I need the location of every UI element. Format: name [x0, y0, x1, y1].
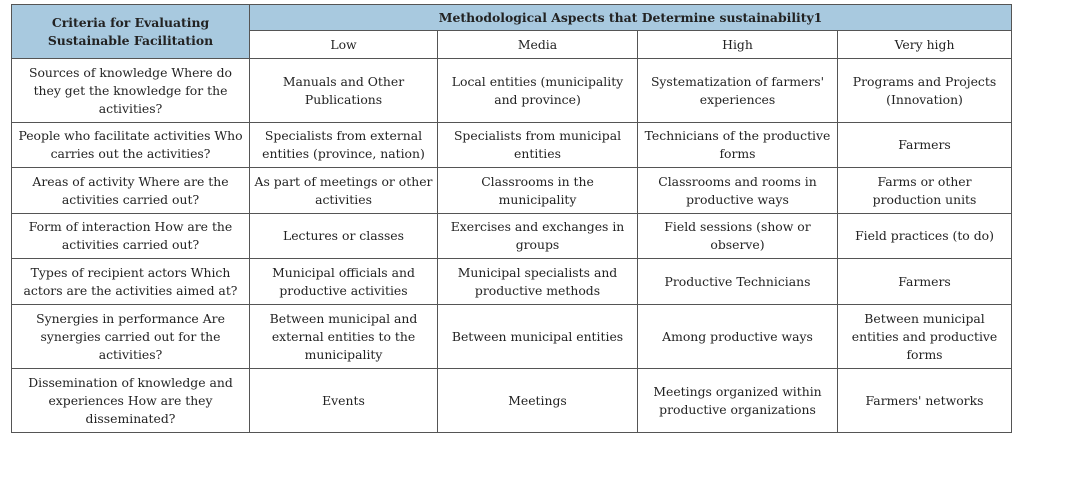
level-header-very-high: Very high: [838, 31, 1012, 59]
table-cell: Among productive ways: [638, 305, 838, 369]
aspects-header: Methodological Aspects that Determine sustainability1: [250, 5, 1012, 31]
sustainability-criteria-table: [11, 4, 1012, 433]
table-cell: Meetings: [438, 369, 638, 433]
table-cell: Classrooms and rooms in productive ways: [638, 168, 838, 214]
table-cell: Field sessions (show or observe): [638, 214, 838, 259]
table-cell: Farmers: [838, 259, 1012, 305]
table-cell: Specialists from municipal entities: [438, 123, 638, 168]
criterion-cell: People who facilitate activities Who carries out the activities?: [12, 123, 250, 168]
level-header-low: Low: [250, 31, 438, 59]
criterion-cell: Areas of activity Where are the activities carried out?: [12, 168, 250, 214]
table-cell: Municipal specialists and productive methods: [438, 259, 638, 305]
table-cell: Programs and Projects (Innovation): [838, 59, 1012, 123]
table-cell: As part of meetings or other activities: [250, 168, 438, 214]
table-cell: Manuals and Other Publications: [250, 59, 438, 123]
table-cell: Technicians of the productive forms: [638, 123, 838, 168]
table-cell: Field practices (to do): [838, 214, 1012, 259]
table-cell: Lectures or classes: [250, 214, 438, 259]
criterion-cell: Form of interaction How are the activities carried out?: [12, 214, 250, 259]
table-cell: Local entities (municipality and province): [438, 59, 638, 123]
table-cell: Events: [250, 369, 438, 433]
table-row: [12, 259, 1012, 305]
criterion-cell: Sources of knowledge Where do they get the knowledge for the activities?: [12, 59, 250, 123]
criterion-cell: Synergies in performance Are synergies carried out for the activities?: [12, 305, 250, 369]
table-cell: Municipal officials and productive activities: [250, 259, 438, 305]
table-row: [12, 369, 1012, 433]
table-cell: Farms or other production units: [838, 168, 1012, 214]
criteria-header: Criteria for Evaluating Sustainable Facilitation: [12, 5, 250, 59]
table-cell: Exercises and exchanges in groups: [438, 214, 638, 259]
table-row: [12, 59, 1012, 123]
table-cell: Productive Technicians: [638, 259, 838, 305]
level-header-high: High: [638, 31, 838, 59]
table-cell: Specialists from external entities (province, nation): [250, 123, 438, 168]
criterion-cell: Types of recipient actors Which actors are the activities aimed at?: [12, 259, 250, 305]
level-header-media: Media: [438, 31, 638, 59]
table-cell: Systematization of farmers' experiences: [638, 59, 838, 123]
table-cell: Meetings organized within productive organizations: [638, 369, 838, 433]
table-cell: Between municipal entities and productive forms: [838, 305, 1012, 369]
table-row: [12, 123, 1012, 168]
criterion-cell: Dissemination of knowledge and experiences How are they disseminated?: [12, 369, 250, 433]
table-row: [12, 168, 1012, 214]
table-cell: Between municipal entities: [438, 305, 638, 369]
table-row: [12, 305, 1012, 369]
table-cell: Farmers' networks: [838, 369, 1012, 433]
table-cell: Classrooms in the municipality: [438, 168, 638, 214]
table-cell: Between municipal and external entities to the municipality: [250, 305, 438, 369]
table-row: [12, 214, 1012, 259]
table-cell: Farmers: [838, 123, 1012, 168]
